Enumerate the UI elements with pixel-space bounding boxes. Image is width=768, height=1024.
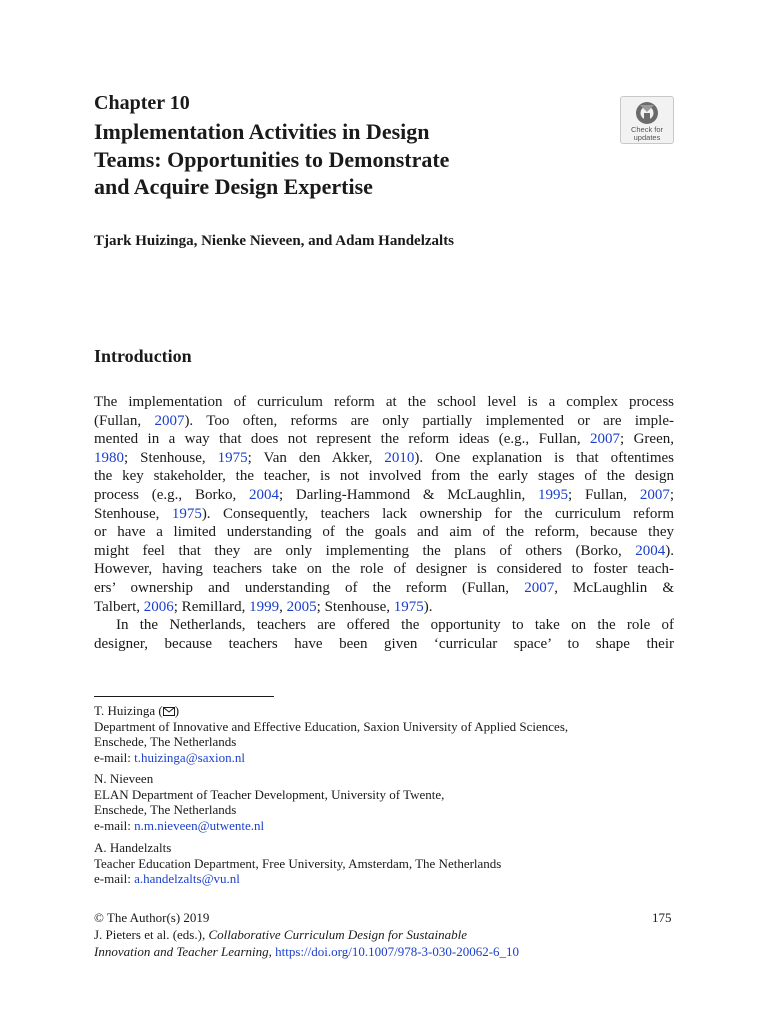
affiliation-city: Enschede, The Netherlands [94, 802, 237, 817]
page-number: 175 [652, 910, 672, 925]
doi-link[interactable]: https://doi.org/10.1007/978-3-030-20062-6_10 [275, 944, 520, 959]
text-run: e-mail: [94, 871, 135, 886]
text-run: ; Van den Akker, [247, 449, 385, 466]
text-run: mented in a way that does not represent the reform ideas (e.g., Fullan, [94, 431, 591, 448]
text-run: ; Stenhouse, [316, 598, 394, 615]
crossmark-label-line: Check for [630, 125, 664, 134]
citation-link[interactable]: 1999 [249, 598, 280, 615]
section-heading: Introduction [94, 346, 192, 366]
text-run: ; [669, 486, 674, 503]
text-run: ) [174, 703, 180, 718]
text-run: ; Green, [620, 431, 674, 448]
citation-link[interactable]: 2007 [590, 431, 621, 448]
citation-link[interactable]: 1975 [393, 598, 424, 615]
body-line [94, 486, 674, 505]
affiliation-name [94, 703, 568, 719]
text-run: ; Fullan, [568, 486, 640, 503]
text-run: In the Netherlands, teachers are offered the opportunity to take on the role of [116, 617, 674, 634]
crossmark-label-line: updates [633, 133, 661, 142]
affiliation-email [94, 818, 444, 834]
citation-link[interactable]: 2005 [286, 598, 317, 615]
text-run: ; Stenhouse, [124, 449, 218, 466]
chapter-label: Chapter 10 [94, 92, 190, 114]
chapter-title-line: Teams: Opportunities to Demonstrate [94, 146, 450, 172]
affiliation-email [94, 750, 568, 766]
text-run: ). Too often, reforms are only partially implemented or are imple- [184, 412, 674, 429]
affiliation-nieveen [94, 771, 444, 833]
email-link[interactable]: a.handelzalts@vu.nl [134, 871, 240, 886]
body-line [94, 598, 674, 617]
text-run: the key stakeholder, the teacher, is not involved from the early stages of the design [94, 468, 674, 485]
text-run: or have a limited understanding of the goals and aim of the reform, because they [94, 524, 674, 541]
text-run: ). One explanation is that oftentimes [414, 449, 674, 466]
text-run: , [268, 944, 276, 959]
chapter-title-line: and Acquire Design Expertise [94, 174, 373, 199]
body-line [94, 467, 674, 486]
affiliation-huizinga [94, 703, 568, 765]
affiliation-handelzalts [94, 840, 501, 887]
body-line [94, 505, 674, 524]
text-run: ; Remillard, [173, 598, 250, 615]
citation-link[interactable]: 1995 [538, 486, 568, 503]
citation-link[interactable]: 2007 [639, 486, 670, 503]
affiliation-dept: Teacher Education Department, Free University, Amsterdam, The Netherlands [94, 855, 502, 871]
copyright-line: © The Author(s) 2019 [94, 910, 210, 925]
authors: Tjark Huizinga, Nienke Nieveen, and Adam Handelzalts [94, 233, 455, 249]
body-line [94, 412, 674, 431]
body-line [94, 523, 674, 542]
affiliation-dept: ELAN Department of Teacher Development, University of Twente, [94, 786, 445, 802]
body-line [94, 560, 674, 579]
citation-line [94, 926, 519, 943]
affiliation-city: Enschede, The Netherlands [94, 734, 237, 749]
book-title: Collaborative Curriculum Design for Sustainable [208, 927, 468, 942]
citation-link[interactable]: 2007 [524, 579, 555, 596]
text-run: J. Pieters et al. (eds.), [94, 927, 209, 942]
affiliation-name: A. Handelzalts [94, 840, 172, 855]
body-line [94, 393, 674, 412]
citation-link[interactable]: 2004 [248, 486, 279, 503]
text-run: However, having teachers take on the role of designer is considered to foster teach- [94, 561, 674, 578]
text-run: Stenhouse, [94, 505, 172, 522]
body-text [94, 393, 674, 653]
text-run: ). [423, 598, 433, 615]
body-line [94, 430, 674, 449]
text-run: process (e.g., Borko, [94, 486, 249, 503]
text-run: (Fullan, [94, 412, 155, 429]
text-run: , McLaughlin & [554, 579, 674, 596]
text-run: might feel that they are only implementing the plans of others (Borko, [94, 542, 636, 559]
check-for-updates-badge[interactable] [620, 96, 674, 144]
copyright-block [94, 909, 519, 960]
chapter-title [94, 118, 594, 201]
affiliation-dept: Department of Innovative and Effective Education, Saxion University of Applied Sciences, [94, 718, 569, 734]
citation-link[interactable]: 1975 [171, 505, 202, 522]
email-link[interactable]: t.huizinga@saxion.nl [134, 749, 245, 765]
citation-link[interactable]: 1980 [94, 449, 124, 466]
citation-link[interactable]: 1975 [217, 449, 248, 466]
text-run: ers’ ownership and understanding of the reform (Fullan, [94, 579, 525, 596]
crossmark-icon [635, 101, 659, 125]
text-run: , [279, 598, 287, 615]
citation-link[interactable]: 2004 [635, 542, 666, 559]
text-run: ; Darling-Hammond & McLaughlin, [278, 486, 538, 503]
text-run: ). [665, 542, 674, 559]
footnote-divider [94, 696, 274, 697]
citation-line [94, 943, 519, 960]
chapter-title-line: Implementation Activities in Design [94, 119, 430, 144]
body-line [94, 449, 674, 468]
text-run: The implementation of curriculum reform at the school level is a complex process [94, 394, 674, 410]
text-run: T. Huizinga ( [94, 703, 163, 718]
book-title: Innovation and Teacher Learning [94, 944, 269, 959]
body-line [94, 579, 674, 598]
text-run: e-mail: [94, 817, 135, 833]
body-line [94, 616, 674, 635]
text-run: e-mail: [94, 749, 135, 765]
crossmark-label [631, 126, 663, 142]
citation-link[interactable]: 2007 [154, 412, 185, 429]
affiliation-name: N. Nieveen [94, 771, 154, 786]
text-run: Talbert, [94, 598, 144, 615]
text-run: ). Consequently, teachers lack ownership for the curriculum reform [201, 505, 674, 522]
body-line [94, 542, 674, 561]
email-link[interactable]: n.m.nieveen@utwente.nl [134, 817, 265, 833]
citation-link[interactable]: 2006 [143, 598, 174, 615]
envelope-icon[interactable] [163, 707, 175, 716]
body-line [94, 635, 674, 654]
affiliation-email [94, 871, 501, 887]
text-run: designer, because teachers have been given ‘curricular space’ to shape their [94, 635, 674, 652]
citation-link[interactable]: 2010 [384, 449, 415, 466]
